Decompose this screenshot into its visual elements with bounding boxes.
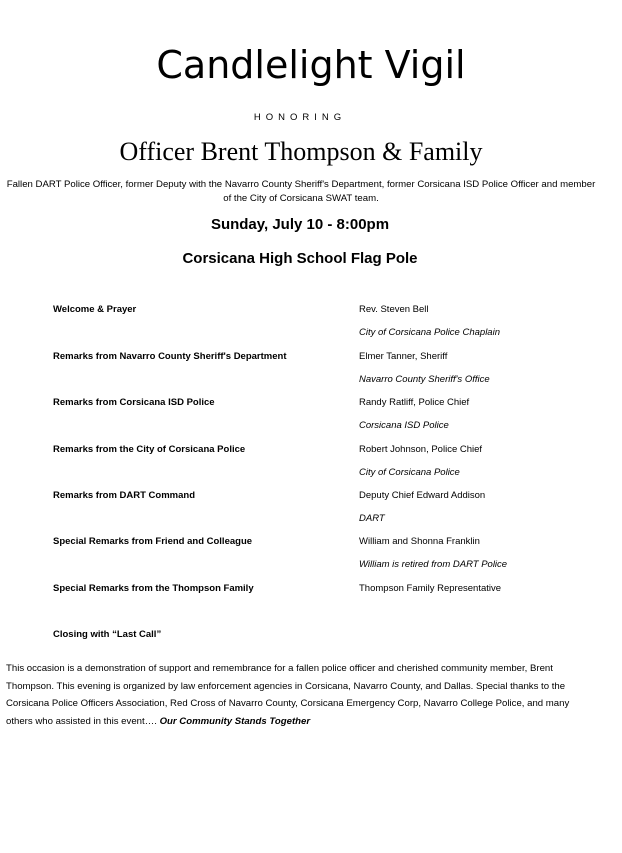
program-speaker: Elmer Tanner, Sheriff xyxy=(359,351,448,362)
program-speaker: Randy Ratliff, Police Chief xyxy=(359,397,470,408)
event-datetime: Sunday, July 10 - 8:00pm xyxy=(210,216,390,233)
program-affiliation: Navarro County Sheriff's Office xyxy=(359,374,490,385)
honoree-description: Fallen DART Police Officer, former Deputy with the Navarro County Sheriff's Department, former Corsicana ISD Police Officer and member of the City of Corsicana SWAT team. xyxy=(6,179,596,204)
program-item: Remarks from Corsicana ISD Police xyxy=(53,397,215,408)
program-speaker: Deputy Chief Edward Addison xyxy=(359,490,486,501)
program-item: Special Remarks from Friend and Colleague xyxy=(53,536,253,547)
program-speaker: Robert Johnson, Police Chief xyxy=(359,444,483,455)
program-item: Welcome & Prayer xyxy=(53,304,137,315)
program-affiliation: DART xyxy=(359,513,385,524)
program-affiliation: City of Corsicana Police xyxy=(359,467,460,478)
event-location: Corsicana High School Flag Pole xyxy=(182,250,418,267)
program-affiliation: Corsicana ISD Police xyxy=(359,420,449,431)
honoring-label: HONORING xyxy=(253,112,347,123)
honoree-name: Officer Brent Thompson & Family xyxy=(119,137,483,166)
program-affiliation: William is retired from DART Police xyxy=(359,559,508,570)
closing-paragraph xyxy=(6,660,596,730)
closing-text: This occasion is a demonstration of support and remembrance for a fallen police officer and cherished community member, Brent Thompson. This evening is organized by law enforcement agencies in Corsicana, Navarro County, and Dallas. Special thanks to the Corsicana Police Officers Association, Red Cross of Navarro County, Corsicana Emergency Corp, Navarro College Police, and many others who assisted in this event…. xyxy=(6,663,570,727)
program-speaker: Thompson Family Representative xyxy=(359,583,502,594)
program-speaker: Rev. Steven Bell xyxy=(359,304,429,315)
page-title: Candlelight Vigil xyxy=(156,43,466,87)
closing-tagline: Our Community Stands Together xyxy=(159,715,311,727)
program-item: Remarks from DART Command xyxy=(53,490,195,501)
program-item: Closing with “Last Call” xyxy=(53,629,162,640)
program-item: Remarks from the City of Corsicana Police xyxy=(53,444,246,455)
program-affiliation: City of Corsicana Police Chaplain xyxy=(359,327,500,338)
program-item: Special Remarks from the Thompson Family xyxy=(53,583,254,594)
program-speaker: William and Shonna Franklin xyxy=(359,536,480,547)
program-item: Remarks from Navarro County Sheriff's Department xyxy=(53,351,287,362)
